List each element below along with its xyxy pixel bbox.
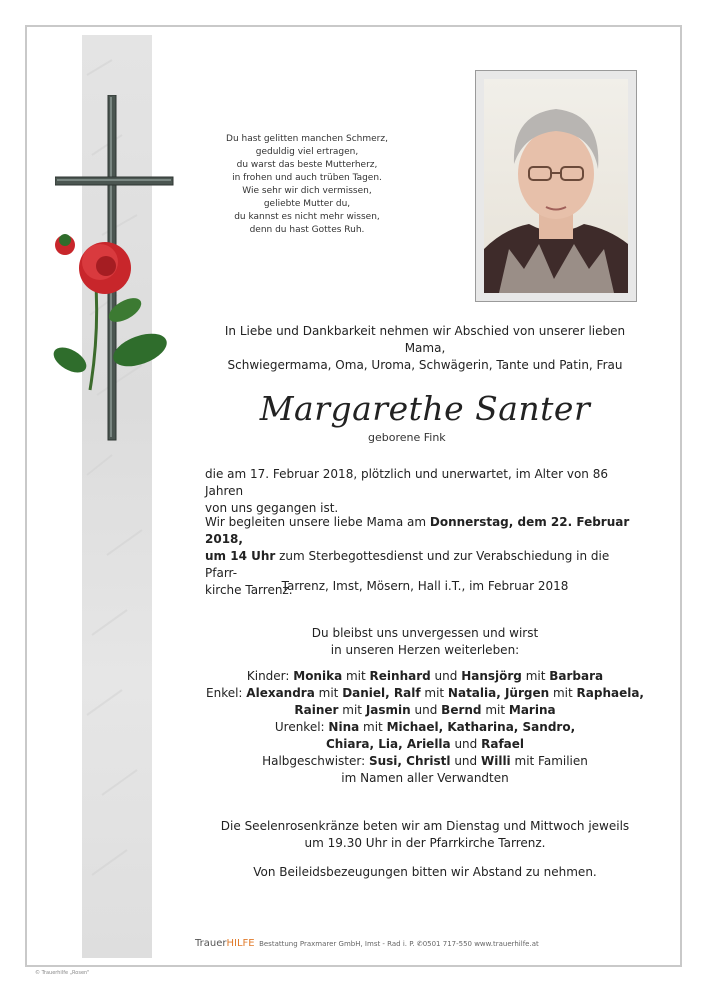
poem-line: du kannst es nicht mehr wissen, (234, 212, 380, 222)
poem-line: in frohen und auch trüben Tagen. (232, 173, 382, 183)
poem-line: geduldig viel ertragen, (255, 147, 359, 157)
rose-icon (40, 230, 180, 400)
poem-line: denn du hast Gottes Ruh. (249, 225, 365, 235)
family-all: im Namen aller Verwandten (341, 771, 509, 785)
family-urenkel-2: Chiara, Lia, Ariella und Rafael (325, 737, 525, 751)
footer-text: Bestattung Praxmarer GmbH, Imst - Rad i. P. ✆0501 717-550 www.trauerhilfe.at (259, 940, 539, 948)
poem (200, 133, 414, 237)
death-text: die am 17. Februar 2018, plötzlich und unerwartet, im Alter von 86 Jahren von uns gegangen ist. (205, 467, 608, 515)
footer (195, 938, 539, 949)
remembrance-text: Du bleibst uns unvergessen und wirst in unseren Herzen weiterleben: (311, 626, 539, 657)
portrait-photo (475, 70, 637, 302)
poem-line: du warst das beste Mutterherz, (236, 160, 378, 170)
family-kinder: Kinder: Monika mit Reinhard und Hansjörg mit Barbara (246, 669, 604, 683)
condolence-text: Von Beileidsbezeugungen bitten wir Abstand zu nehmen. (253, 865, 597, 879)
family-enkel-2: Rainer mit Jasmin und Bernd mit Marina (294, 703, 556, 717)
intro-text: In Liebe und Dankbarkeit nehmen wir Abschied von unserer lieben Mama, Schwiegermama, Oma, Uroma, Schwägerin, Tante und Patin, Frau (224, 324, 626, 372)
deceased-name: Margarethe Santer (259, 389, 591, 428)
family-halbgeschwister: Halbgeschwister: Susi, Christl und Willi mit Familien (262, 754, 588, 768)
maiden-name: geborene Fink (368, 431, 446, 444)
place-date: Tarrenz, Imst, Mösern, Hall i.T., im Februar 2018 (281, 579, 569, 593)
funeral-text: Wir begleiten unsere liebe Mama am Donnerstag, dem 22. Februar 2018, um 14 Uhr zum Sterbegottesdienst und zur Verabschiedung in die Pfarr- kirche Tarrenz. (205, 515, 630, 597)
copyright: © Trauerhilfe „Rosen" (35, 970, 90, 976)
family-urenkel: Urenkel: Nina mit Michael, Katharina, Sandro, (274, 720, 576, 734)
poem-line: Du hast gelitten manchen Schmerz, (226, 134, 388, 144)
family-enkel: Enkel: Alexandra mit Daniel, Ralf mit Natalia, Jürgen mit Raphaela, (206, 686, 644, 700)
rosary-text: Die Seelenrosenkränze beten wir am Dienstag und Mittwoch jeweils um 19.30 Uhr in der Pfarrkirche Tarrenz. (220, 819, 630, 850)
family-list (205, 668, 645, 787)
poem-line: geliebte Mutter du, (263, 199, 351, 209)
poem-line: Wie sehr wir dich vermissen, (242, 186, 372, 196)
trauerhilfe-logo: TrauerHILFE (195, 938, 255, 949)
